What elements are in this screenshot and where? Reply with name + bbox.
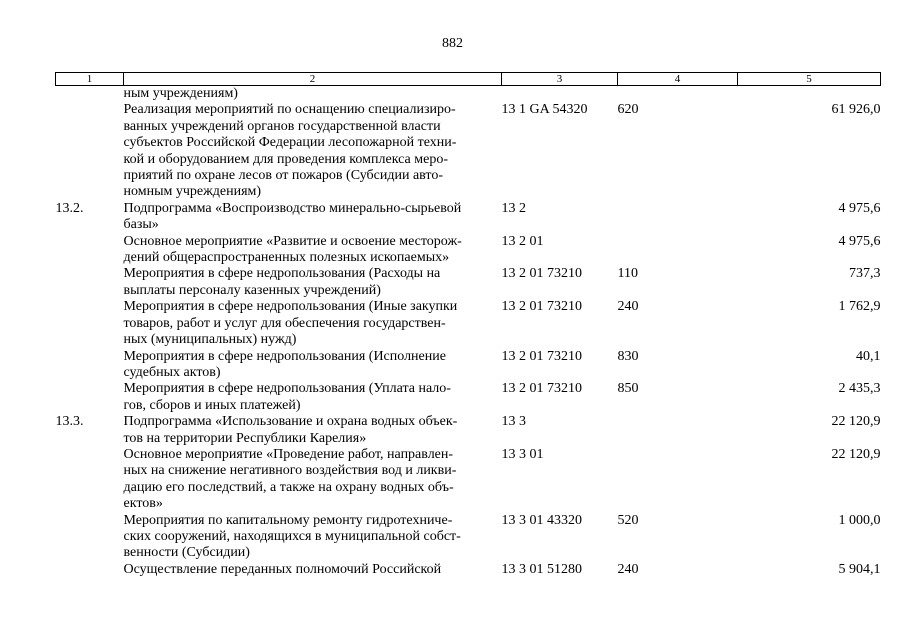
row-expense-type: 850 [617,381,639,397]
row-description [124,381,502,414]
row-amount: 5 904,1 [838,561,881,577]
description-line: Мероприятия в сфере недропользования (Расходы на [123,266,441,282]
row-amount: 1 762,9 [838,299,881,315]
description-line: Основное мероприятие «Проведение работ, направлен- [123,446,454,462]
row-number [56,266,124,299]
description-line: судебных актов) [123,364,221,380]
row-description [124,414,502,447]
row-amount: 1 000,0 [838,512,881,528]
row-expense-type [618,447,738,513]
table-row [56,299,881,348]
row-number [56,562,124,578]
row-description [124,349,502,382]
description-line: номным учреждениям) [123,184,262,200]
row-expense-type: 520 [617,512,639,528]
description-line: Реализация мероприятий по оснащению специализиро- [123,102,456,118]
description-line: ных на снижение негативного воздействия вод и ликви- [123,463,457,479]
row-number [56,86,124,103]
row-expense-type: 240 [617,299,639,315]
row-amount: 61 926,0 [831,102,881,118]
row-number [56,102,124,200]
row-expense-type: 830 [617,348,639,364]
row-code: 13 2 01 73210 [501,381,582,397]
row-code: 13 2 [501,200,526,216]
row-description [124,201,502,234]
description-line: Подпрограмма «Воспроизводство минерально-сырьевой [123,200,462,216]
table-row [56,414,881,447]
description-line: дений общераспространенных полезных ископаемых» [123,250,450,266]
row-expense-type: 240 [617,561,639,577]
row-expense-type: 620 [617,102,639,118]
row-code: 13 2 01 73210 [501,299,582,315]
table-row [56,266,881,299]
table-row [56,447,881,513]
description-line: Мероприятия в сфере недропользования (Иные закупки [123,299,458,315]
row-expense-type [618,234,738,267]
row-number: 13.3. [55,414,84,430]
table-row [56,381,881,414]
row-description [124,299,502,348]
row-number: 13.2. [55,200,84,216]
row-amount: 22 120,9 [831,446,881,462]
row-expense-type [618,201,738,234]
header-col-2: 2 [124,73,502,86]
row-number [56,349,124,382]
description-line: Мероприятия в сфере недропользования (Уплата нало- [123,381,451,397]
description-line: Осуществление переданных полномочий Российской [123,561,442,577]
table-row [56,513,881,562]
description-line: субъектов Российской Федерации лесопожарной техни- [123,135,457,151]
description-line: гов, сборов и иных платежей) [123,397,301,413]
description-line: ектов» [123,496,163,512]
row-description [124,234,502,267]
header-col-3: 3 [502,73,618,86]
row-description [124,86,502,103]
row-description [124,102,502,200]
table-row [56,86,881,103]
description-line: Основное мероприятие «Развитие и освоение месторож- [123,233,462,249]
description-line: ванных учреждений органов государственной власти [123,118,441,134]
table-row [56,349,881,382]
row-code: 13 3 01 43320 [501,512,582,528]
description-line: дацию его последствий, а также на охрану водных объ- [123,479,454,495]
header-col-1: 1 [56,73,124,86]
description-line: венности (Субсидии) [123,545,250,561]
row-description [124,266,502,299]
row-code: 13 3 01 51280 [501,561,582,577]
row-code: 13 3 [501,414,526,430]
row-description [124,562,502,578]
row-code: 13 2 01 [501,233,544,249]
row-code: 13 1 GA 54320 [501,102,588,118]
description-line: ских сооружений, находящихся в муниципальной собст- [123,528,461,544]
header-col-4: 4 [618,73,738,86]
description-line: товаров, работ и услуг для обеспечения государствен- [123,315,446,331]
row-expense-type [618,86,738,103]
description-line: Мероприятия по капитальному ремонту гидротехниче- [123,512,453,528]
row-code: 13 2 01 73210 [501,348,582,364]
table-row [56,562,881,578]
description-line: Подпрограмма «Использование и охрана водных объек- [123,414,458,430]
row-expense-type [618,414,738,447]
row-expense-type: 110 [617,266,638,282]
budget-table [55,72,881,578]
description-line: Мероприятия в сфере недропользования (Исполнение [123,348,446,364]
description-line: выплаты персоналу казенных учреждений) [123,282,381,298]
description-line: базы» [123,217,159,233]
description-line: тов на территории Республики Карелия» [123,430,367,446]
row-code: 13 2 01 73210 [501,266,582,282]
table-row [56,102,881,200]
row-number [56,447,124,513]
row-number [56,513,124,562]
description-line: кой и оборудованием для проведения комплекса меро- [123,151,448,167]
row-number [56,299,124,348]
table-row [56,234,881,267]
row-amount: 4 975,6 [838,200,881,216]
row-code: 13 3 01 [501,446,544,462]
row-amount: 40,1 [856,348,881,364]
row-description [124,513,502,562]
row-amount: 2 435,3 [838,381,881,397]
table-body [56,86,881,579]
table-header-row [56,73,881,86]
header-col-5: 5 [738,73,881,86]
page-number: 882 [442,36,463,51]
row-amount: 4 975,6 [838,233,881,249]
row-description [124,447,502,513]
table-header [56,73,881,86]
table-row [56,201,881,234]
description-line: приятий по охране лесов от пожаров (Субсидии авто- [123,168,444,184]
description-line: ным учреждениям) [123,86,238,101]
description-line: ных (муниципальных) нужд) [123,332,297,348]
row-number [56,381,124,414]
row-number [56,234,124,267]
row-amount: 737,3 [849,266,881,282]
row-amount: 22 120,9 [831,414,881,430]
row-code [502,86,618,103]
row-amount [738,86,881,103]
